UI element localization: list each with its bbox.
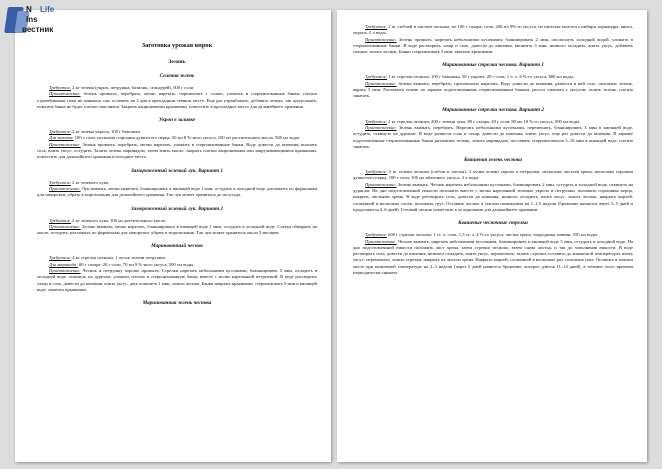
requirements-text: 3 кг зелени чеснока (стебли и листья), 2 пучка зелени укропа и петрушки, несколько листьев хрена, несколько горошин душистого перца, 100 г соли, 100 мл яблочного уксуса, 2 л воды. [353,169,633,181]
fermented-arrows-preparation [353,239,633,277]
recipe-title-frozen-onion-1: Замороженный зеленый лук. Вариант 1 [130,167,224,174]
page-1-content [37,42,317,312]
preparation-text: Чеснок и петрушку хорошо промыть. Стрелки нарезать небольшими кусочками, бланшировать 5 мин, охладить в холодной воде, откинуть на дуршлаг, уложить плотно в стерилизованную банку вместе с мелко нарезанной петрушкой. В воде растворить сахар и соль, довести до кипения, влить уксус, дать покипеть 1 мин, залить чеснок. Банки накрыть крышками, стерилизовать 5 мин в кипящей воде, закатать крышками. [37,268,317,292]
preparation-text: Чеснок вымыть, нарезать небольшими кусочками, бланшировать в кипящей воде 5 мин, остудить в холодной воде. На дно подготовленной емкости положить лист хрена, затем стрелки чеснока, затем снова листья, и так до заполнения емкости. В воде растворить соль, довести до кипения, немного охладить, влить уксус, перемешать, залить стрелки, оставить до комнатной температуры, влить уксус, перемешать, залить стрелки, накрыть их листом хрена. Накрыть марлей, сложенной в несколько раз, положить гнет. Оставить в темном месте при комнатной температуре на 2–3 недели (через 5 дней начнется брожение, которое длится 11–14 дней), в течение этого времени периодически снимать [353,238,633,276]
site-logo [4,3,96,39]
onion2-preparation [37,224,317,237]
preparation-label: Приготовление. [49,91,81,97]
requirements-label: Требуется: [49,85,72,90]
document-title: Заготовка урожая впрок [141,42,213,49]
requirements-label: Требуется: [49,129,72,135]
preparation-label: Приготовление. [365,80,397,86]
preparation-text: Зелень вымыть. Чеснок нарезать небольшими кусочками, бланшировать 2 мин, остудить в холодной воде, откинуть на дуршлаг. На дно подготовленной емкости положить вместе с мелко нарезанной зеленью укропа и петрушки, положить горошины перца, накрыть листьями хрена. В воде растворить соль, довести до кипения, немного охладить, влить уксус, залить чеснок, накрыть марлей, сложенной в несколько слоев, положить груз. Оставить чеснок в теплом помещении на 1–1,5 недели (брожение начнется через 3–5 дней и продолжится 4–6 дней). Готовый чеснок поместить в холодильник для дальнейшего хранения. [353,181,633,212]
requirements-text: 2 кг зелени (укроп, петрушка, базилик, сельдерей), 500 г соли. [72,85,195,90]
requirements-label: Требуется: [365,169,388,175]
requirements-label: Требуется: [365,74,388,80]
requirements-text: 2 кг зелени укропа, 100 г базилика. [72,129,141,135]
marinade-label: Для маринада: [49,261,78,267]
requirements-label: Требуется: [365,118,388,124]
dill-preparation [37,142,317,161]
recipe-title-fermented-garlic-greens: Квашеная зелень чеснока [464,157,522,164]
marinade-text: 80 г сахара, 20 г соли, 70 мл 9 %-ного уксуса, 500 мл воды. [78,261,195,267]
requirements-text: 2 кг стрелок чеснока, 200 г зелени лука, 80 г сахара, 20 г соли, 80 мл 10 %-го уксуса, 500 мл воды. [388,118,581,124]
onion1-preparation [37,186,317,199]
fermented-greens-preparation [353,182,633,213]
requirements-label: Требуется: [49,179,72,185]
preparation-text: Зелень вымыть, перебрать. Нарезать небольшими кусочками, перемешать, бланшировать 3 мин в кипящей воде, остудить, откинуть на дуршлаг. В воде развести соль и сахар, довести до кипения, влить уксус, еще раз довести до кипения. В заранее подготовленные стерилизованные банки разложить зелень, залить маринадом, поставить стерилизоваться 5–10 мин в кипящей воде, плотно закатать. [353,124,633,149]
page-2-content [353,24,633,276]
recipe-title-pickled-garlic: Маринованный чеснок [151,243,203,250]
fill-label: Для заливки: [49,135,74,141]
section-heading-greens: Зелень [168,59,186,65]
fill-text: 100 г соли, несколько горошин душистого перца, 50 мл 8 %-ного уксуса, 100 мл растительного масла, 500 мл воды. [74,135,301,141]
document-page-1 [15,10,331,462]
requirements-label: Требуется: [365,24,388,29]
preparation-text: Зелень промыть, перебрать, мелко нарезать, уложить в стерилизованные банки. Воду довести до кипения, всыпать соль, влить уксус, остудить. Залить зелень маринадом, затем влить масло, закрыть плотно капроновыми или закручивающимися крышками, поместить для дальнейшего хранения в холодное место. [37,141,318,160]
arrows1-preparation [353,81,633,100]
preparation-text: Зелень промыть, нарезать небольшими кусочками, бланшировать 2 мин, ополоснуть холодной водой, уложить в стерилизованные банки. В воде растворить сахар и соль, довести до кипения, кипятить 3 мин, немного охладить, влить уксус, добавить специи, залить чеснок. Банки стерилизовать 5 мин, закатать крышками. [353,36,633,55]
recipe-title-arrows-1: Маринованные стрелки чеснока. Вариант 1 [442,62,544,69]
recipe-title-fermented-arrows: Квашеные чесночные стрелки [458,220,528,227]
preparation-text: Зелень промыть, перебрать, мелко нарезать, перемешать с солью, уложить в стерилизованные банки, плотно утрамбовывая, пока не появится сок; оставить на 2 дня в прохладном темном месте. Еще раз утрамбовать, добавить зелень, так продолжать, пока вся банка не будет плотно заполнена. Закрыть капроновыми крышками, поместить в прохладное место для дальнейшего хранения. [37,91,317,109]
garlic-greens-preparation [353,37,633,56]
recipe-title-arrows-2: Маринованные стрелки чеснока. Вариант 2 [442,106,544,113]
preparation-label: Приготовление. [49,185,81,191]
requirements-text: 600 г стрелок чеснока, 1 ст. л. соли, 1,5 ст. л. 4 %-го уксуса, листья хрена, смородины, вишни, 350 мл воды. [388,232,598,238]
requirements-label: Требуется: [49,255,72,261]
requirements-label: Требуется: [365,232,388,238]
requirements-text: 2 кг стрелок чеснока, 1 пучок зелени петрушки. [72,255,166,261]
preparation-label: Приготовление. [49,141,81,147]
requirements-text: 2 кг зеленого лука, 100 мл растительного масла. [72,217,167,223]
recipe-title-frozen-onion-2: Замороженный зеленый лук. Вариант 2 [130,205,224,212]
recipe-title-pickled-garlic-greens: Маринованная зелень чеснока [142,300,212,307]
logo-text-3: Ins [26,15,38,24]
fermented-greens-requirements [353,169,633,182]
garlic-preparation [37,268,317,293]
requirements-text: 2 кг зеленого лука. [72,179,109,185]
garlic-greens-requirements [353,24,633,37]
salted-greens-preparation [37,91,317,110]
preparation-text: Зелень вымыть, перебрать, произвольно нарезать. Воду довести до кипения, развести в ней соль, положить зелень, варить 5 мин. Разложить зелень по заранее подготовленным стерилизованным банкам, рассол смешать с уксусом, залить зелень, плотно закатать. [353,80,633,99]
preparation-label: Приготовление. [49,223,81,229]
document-page-2 [337,10,647,462]
logo-text-4: вестник [22,25,54,34]
logo-text-1: N [26,5,32,14]
logo-text-2: Life [40,5,55,14]
preparation-label: Приготовление. [365,36,397,42]
requirements-text: 2 кг стеблей и листьев чеснока, по 100 г сахара, соли, 200 мл 9%-го уксуса, по щепотке молотого имбиря, кориандра, аниса, укропа, 2 л воды. [353,24,633,36]
arrows2-preparation [353,125,633,150]
preparation-text: Лук вымыть, мелко нарезать, бланшировать в кипящей воде 1 мин, остудить в холодной воде, разложить по формочкам для заморозки, убрать в морозильник для дальнейшего хранения. Так лук может храниться до полугода. [37,185,317,198]
preparation-label: Приготовление. [365,238,397,244]
preparation-label: Приготовление. [49,268,81,274]
preparation-label: Приготовление. [365,124,397,130]
recipe-title-salted-greens: Соленая зелень [159,73,195,79]
preparation-label: Приготовление. [365,181,397,187]
requirements-text: 1 кг стрелок чеснока, 100 г базилика, 50 г укропа, 20 г соли, 1 ч. л. 6 %-го уксуса, 800 мл воды. [388,74,574,80]
recipe-title-dill: Укроп в заливке [158,117,196,124]
requirements-label: Требуется: [49,217,72,223]
preparation-text: Зелень вымыть, мелко нарезать, бланшировать в кипящей воде 1 мин, остудить в холодной воде. Слегка обжарить на масле, остудить, разложить по формочкам для заморозки, убрать в морозильник. Так лук может храниться около 3 месяцев. [37,223,317,236]
